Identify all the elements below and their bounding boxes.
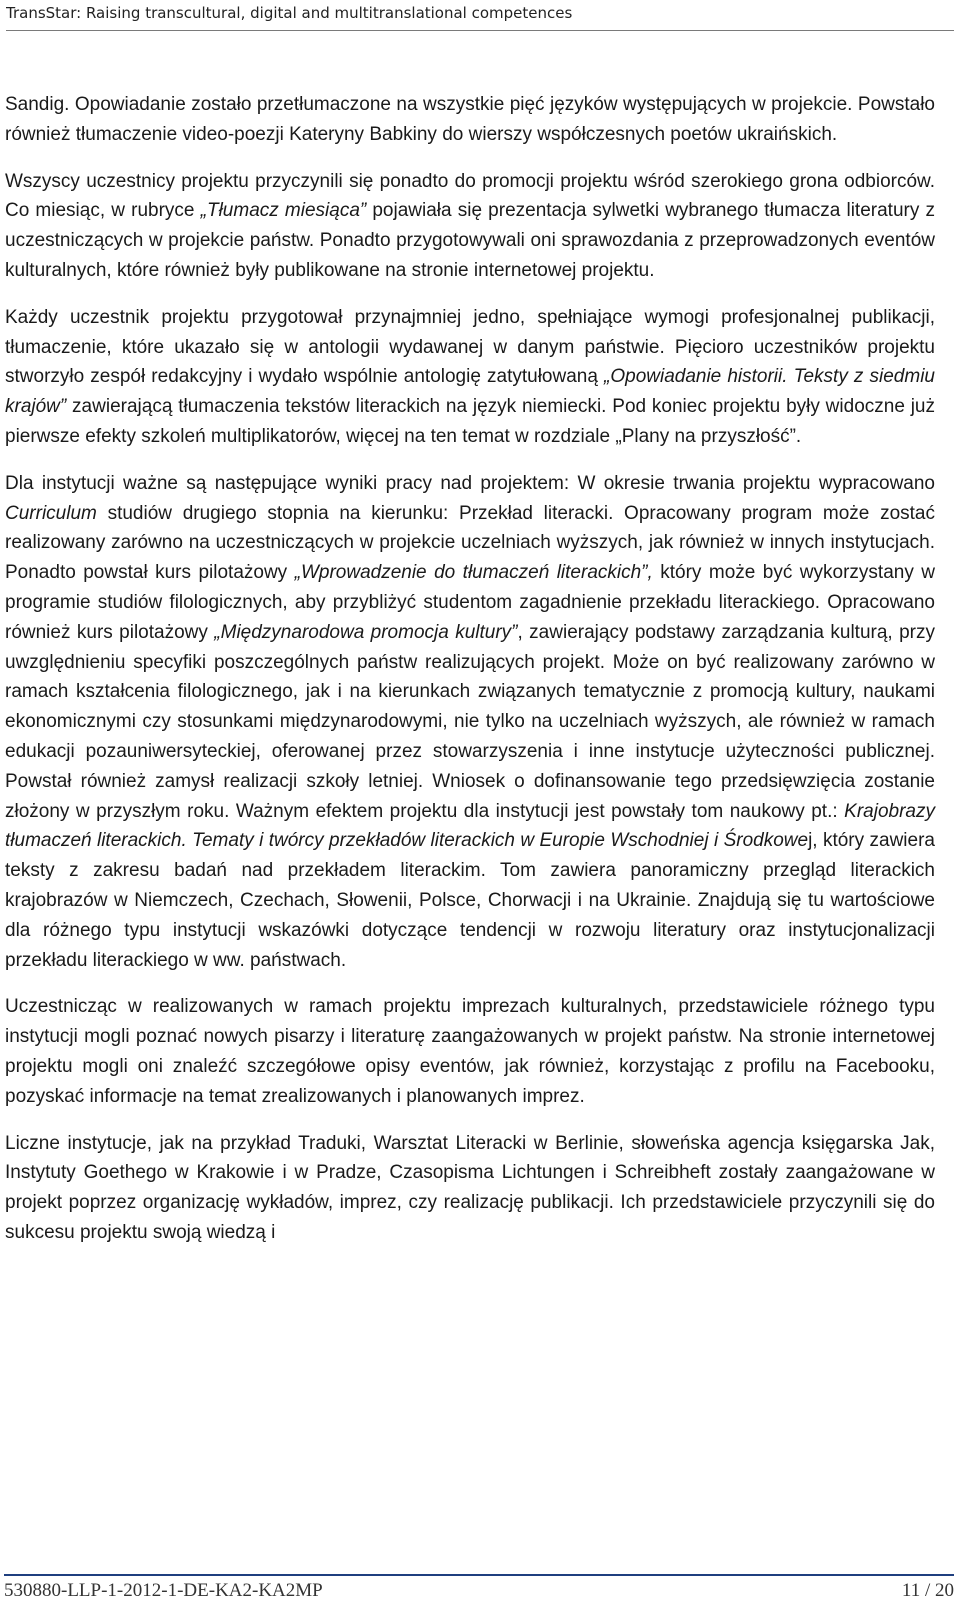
text-run: Uczestnicząc w realizowanych w ramach projektu imprezach kulturalnych, przedstawiciele różnego typu instytucji mogli poznać nowych pisarzy i literaturę zaangażowanych w projekt państw. Na stronie internetowej projektu mogli oni znaleźć szczegółowe opisy eventów, jak również, korzystając z profilu na Facebooku, pozyskać informacje na temat zrealizowanych i planowanych imprez. (5, 996, 935, 1107)
text-run: zawierającą tłumaczenia tekstów literackich na język niemiecki. Pod koniec projektu były widoczne już pierwsze efekty szkoleń multiplikatorów, więcej na ten temat w rozdziale „Plany na przyszłość”. (5, 396, 935, 447)
paragraph (5, 90, 935, 150)
paragraph (5, 167, 935, 286)
text-run: który może być wykorzystany w programie studiów filologicznych, aby przybliżyć studentom zagadnienie przekładu literackiego. Opracowano również kurs pilotażowy (5, 562, 936, 643)
paragraph (5, 303, 935, 452)
text-run: Każdy uczestnik projektu przygotował przynajmniej jedno, spełniające wymogi profesjonalnej publikacji, tłumaczenie, które ukazało się w antologii wydawanej w danym państwie. Pięcioro uczestników projektu stworzyło zespół redakcyjny i wydało wspólnie antologię zatytułowaną (5, 306, 935, 388)
text-run: studiów drugiego stopnia na kierunku: Przekład literacki. Opracowany program może zostać realizowany zarówno na uczestniczących w projekcie uczelniach wyższych, jak również w innych instytucjach. Ponadto powstał kurs pilotażowy (5, 502, 935, 584)
running-header (6, 0, 954, 31)
text-run: Liczne instytucje, jak na przykład Traduki, Warsztat Literacki w Berlinie, słoweńska agencja księgarska Jak, Instytuty Goethego w Krakowie i w Pradze, Czasopisma Lichtungen i Schreibheft zostały zaangażowane w projekt poprzez organizację wykładów, imprez, czy realizację publikacji. Ich przedstawiciele przyczynili się do sukcesu projektu swoją wiedzą i (5, 1132, 935, 1243)
text-run: , zawierający podstawy zarządzania kulturą, przy uwzględnieniu specyfiki poszczególnych państw realizujących projekt. Może on być realizowany zarówno w ramach kształcenia filologicznego, jak i na kierunkach związanych tematycznie z promocją kultury, naukami ekonomicznymi czy stosunkami międzynarodowymi, nie tylko na uczelniach wyższych, ale również w ramach edukacji pozauniwersyteckiej, oferowanej przez stowarzyszenia i inne instytucje użyteczności publicznej. Powstał również zamysł realizacji szkoły letniej. Wniosek o dofinansowanie tego przedsięwzięcia zostanie złożony w przyszłym roku. Ważnym efektem projektu dla instytucji jest powstały tom naukowy pt.: (5, 621, 935, 822)
document-title: TransStar: Raising transcultural, digital and multitranslational competences (6, 4, 573, 22)
paragraph (5, 469, 935, 976)
text-run: Dla instytucji ważne są następujące wyniki pracy nad projektem: W okresie trwania projektu wypracowano (5, 472, 935, 494)
body-text (5, 90, 935, 1265)
italic-text: „Międzynarodowa promocja kultury” (214, 621, 518, 643)
project-code: 530880-LLP-1-2012-1-DE-KA2-KA2MP (4, 1580, 323, 1601)
page-number: 11 / 20 (901, 1580, 954, 1601)
italic-text: „Tłumacz miesiąca” (200, 200, 367, 222)
paragraph (5, 992, 935, 1111)
italic-text: „Wprowadzenie do tłumaczeń literackich”, (294, 562, 653, 584)
text-run: pojawiała się prezentacja sylwetki wybranego tłumacza literatury z uczestniczących w projekcie państw. Ponadto przygotowywali oni sprawozdania z przeprowadzonych eventów kulturalnych, które również były publikowane na stronie internetowej projektu. (5, 200, 935, 281)
text-run: Sandig. Opowiadanie zostało przetłumaczone na wszystkie pięć języków występujących w projekcie. Powstało również tłumaczenie video-poezji Kateryny Babkiny do wierszy współczesnych poetów ukraińskich. (5, 94, 935, 145)
italic-text: Curriculum (5, 502, 97, 524)
paragraph (5, 1129, 935, 1248)
text-run: j, który zawiera teksty z zakresu badań nad przekładem literackim. Tom zawiera panoramiczny przegląd literackich krajobrazów w Niemczech, Czechach, Słowenii, Polsce, Chorwacji i na Ukrainie. Znajdują się tu wartościowe dla różnego typu instytucji wskazówki dotyczące tendencji w rozwoju literatury oraz instytucjonalizacji przekładu literackiego w ww. państwach. (5, 830, 935, 971)
italic-text: „Opowiadanie historii. Teksty z siedmiu krajów” (5, 366, 935, 418)
page-footer (4, 1574, 954, 1607)
text-run: Wszyscy uczestnicy projektu przyczynili się ponadto do promocji projektu wśród szerokiego grona odbiorców. Co miesiąc, w rubryce (5, 170, 935, 222)
italic-text: Krajobrazy tłumaczeń literackich. Tematy i twórcy przekładów literackich w Europie Wschodniej i Środkowe (5, 800, 935, 852)
